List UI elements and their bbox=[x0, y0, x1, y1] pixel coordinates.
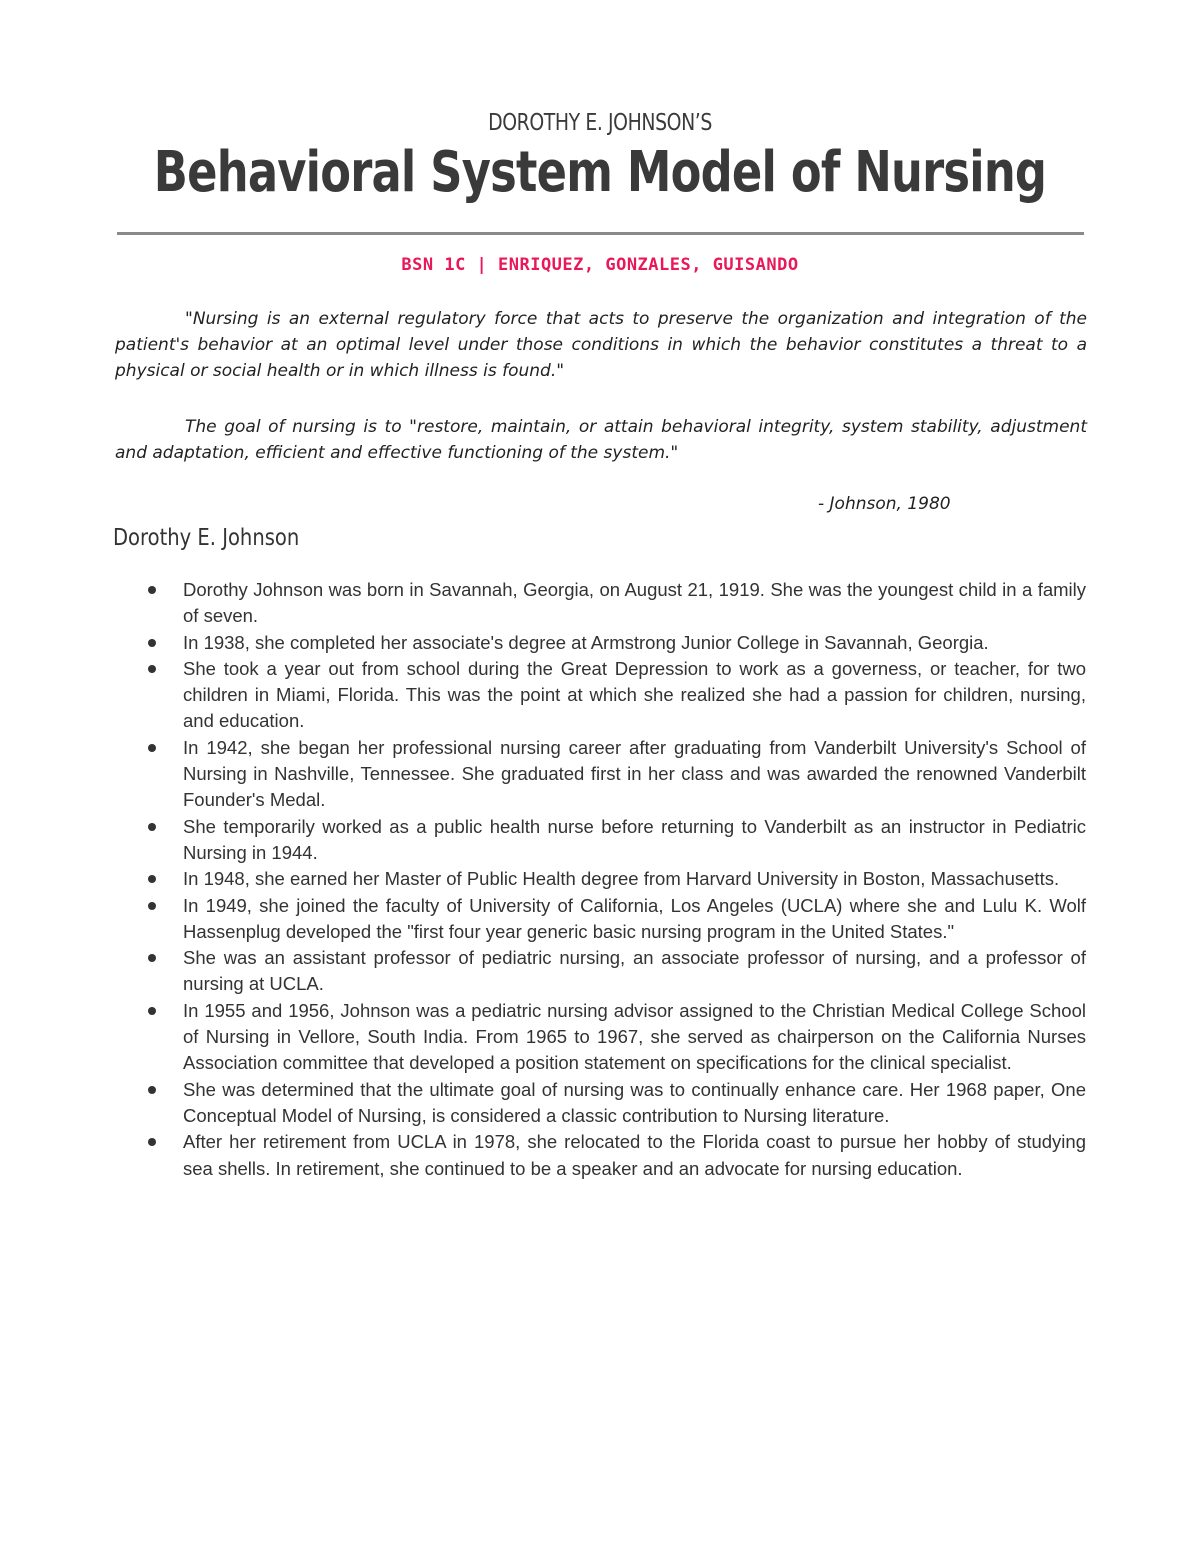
bullet-icon bbox=[148, 639, 156, 647]
list-item bbox=[148, 866, 1086, 892]
bullet-icon bbox=[148, 665, 156, 673]
biography-list bbox=[148, 577, 1086, 1182]
quote-attribution: - Johnson, 1980 bbox=[818, 494, 951, 514]
bullet-icon bbox=[148, 902, 156, 910]
list-item bbox=[148, 1129, 1086, 1182]
list-item-text: She temporarily worked as a public health nurse before returning to Vanderbilt as an instructor in Pediatric Nursing in 1944. bbox=[183, 815, 1086, 863]
list-item bbox=[148, 1077, 1086, 1130]
document-title: Behavioral System Model of Nursing bbox=[153, 140, 1047, 205]
list-item-text: She took a year out from school during the Great Depression to work as a governess, or teacher, for two children in Miami, Florida. This was the point at which she realized she had a passion for children, nursing, and education. bbox=[183, 657, 1086, 732]
document-subtitle: DOROTHY E. JOHNSON’S bbox=[488, 110, 712, 136]
bullet-icon bbox=[148, 1007, 156, 1015]
list-item-text: In 1942, she began her professional nursing career after graduating from Vanderbilt University's School of Nursing in Nashville, Tennessee. She graduated first in her class and was awarded the renowned Vanderbilt Founder's Medal. bbox=[183, 736, 1086, 811]
list-item bbox=[148, 656, 1086, 735]
list-item-text: She was determined that the ultimate goal of nursing was to continually enhance care. Her 1968 paper, One Conceptual Model of Nursing, is considered a classic contribution to Nursing literature. bbox=[183, 1078, 1086, 1126]
list-item-text: Dorothy Johnson was born in Savannah, Georgia, on August 21, 1919. She was the youngest child in a family of seven. bbox=[183, 579, 1086, 627]
list-item-text: In 1955 and 1956, Johnson was a pediatric nursing advisor assigned to the Christian Medical College School of Nursing in Vellore, South India. From 1965 to 1967, she served as chairperson on the California Nurses Association committee that developed a position statement on specifications for the clinical specialist. bbox=[183, 999, 1086, 1074]
bullet-icon bbox=[148, 954, 156, 962]
list-item-text: After her retirement from UCLA in 1978, she relocated to the Florida coast to pursue her hobby of studying sea shells. In retirement, she continued to be a speaker and an advocate for nursing education. bbox=[183, 1131, 1086, 1179]
bullet-icon bbox=[148, 744, 156, 752]
bullet-icon bbox=[148, 875, 156, 883]
bullet-icon bbox=[148, 823, 156, 831]
definition-quote: "Nursing is an external regulatory force that acts to preserve the organization and integration of the patient's behavior at an optimal level under those conditions in which the behavior constitutes a threat to a physical or social health or in which illness is found." bbox=[115, 309, 1087, 381]
bullet-icon bbox=[148, 586, 156, 594]
list-item bbox=[148, 893, 1086, 946]
list-item bbox=[148, 630, 1086, 656]
list-item-text: In 1949, she joined the faculty of University of California, Los Angeles (UCLA) where she and Lulu K. Wolf Hassenplug developed the "first four year generic basic nursing program in the United States." bbox=[183, 894, 1086, 942]
list-item-text: In 1938, she completed her associate's degree at Armstrong Junior College in Savannah, Georgia. bbox=[183, 631, 989, 653]
list-item-text: In 1948, she earned her Master of Public Health degree from Harvard University in Boston, Massachusetts. bbox=[183, 868, 1060, 890]
goal-quote: The goal of nursing is to "restore, maintain, or attain behavioral integrity, system stability, adjustment and adaptation, efficient and effective functioning of the system." bbox=[115, 417, 1087, 463]
authors-line: BSN 1C | ENRIQUEZ, GONZALES, GUISANDO bbox=[401, 255, 799, 275]
list-item bbox=[148, 945, 1086, 998]
list-item bbox=[148, 998, 1086, 1077]
section-heading: Dorothy E. Johnson bbox=[113, 525, 300, 551]
list-item bbox=[148, 735, 1086, 814]
bullet-icon bbox=[148, 1138, 156, 1146]
bullet-icon bbox=[148, 1086, 156, 1094]
title-divider bbox=[117, 232, 1084, 235]
list-item bbox=[148, 577, 1086, 630]
list-item-text: She was an assistant professor of pediatric nursing, an associate professor of nursing, and a professor of nursing at UCLA. bbox=[183, 947, 1086, 995]
list-item bbox=[148, 814, 1086, 867]
